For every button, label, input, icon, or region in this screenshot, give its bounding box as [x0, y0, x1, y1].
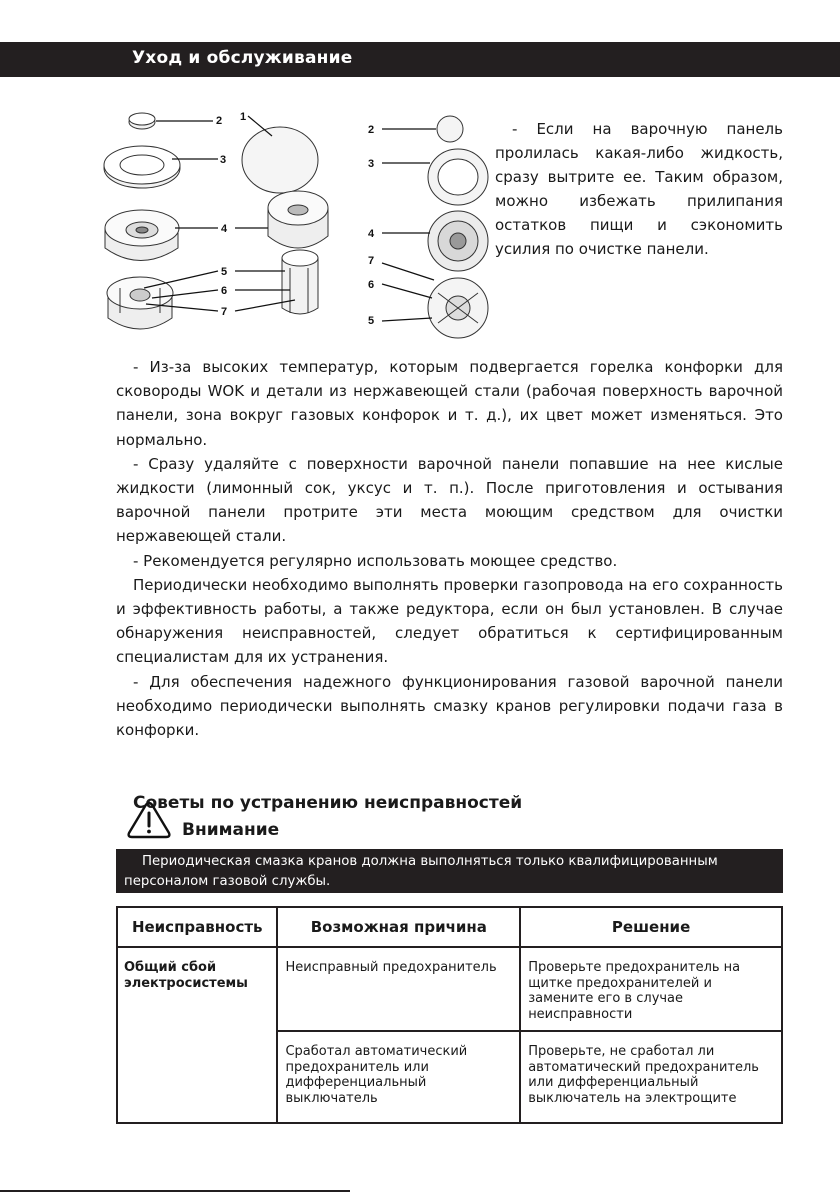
burner-exploded-illustration-right	[362, 108, 497, 340]
paragraph-acid-liquids: - Сразу удаляйте с поверхности варочной панели попавшие на нее кислые жидкости (лимонный сок, уксус и т. п.). После приготовления и остывания варочной панели протрите эти места моющим средством для очистки нержавеющей стали.	[116, 454, 783, 546]
burner-parts-figure-left	[100, 108, 340, 352]
callout-7: 7	[368, 255, 375, 267]
header-bar	[0, 42, 840, 77]
burner-exploded-illustration-left	[100, 108, 340, 348]
paragraph-gas-pipe-check: Периодически необходимо выполнять проверки газопровода на его сохранность и эффективность работы, а также редуктора, если он был установлен. В случае обнаружения неисправностей, следует обратиться к сертифицированным специалистам для их устранения.	[116, 575, 783, 667]
side-paragraph: - Если на варочную панель пролилась какая-либо жидкость, сразу вытрите ее. Таким образом, можно избежать прилипания остатков пищи и сэкономить усилия по очистке панели.	[495, 120, 783, 258]
paragraph-detergent: - Рекомендуется регулярно использовать моющее средство.	[133, 551, 618, 570]
callout-6: 6	[368, 279, 375, 291]
callout-1: 1	[240, 111, 247, 123]
warning-text: Периодическая смазка кранов должна выполняться только квалифицированным персоналом газовой службы.	[124, 854, 718, 889]
cause-cell: Сработал автоматический предохранитель или дифференциальный выключатель	[277, 1031, 520, 1123]
callout-3: 3	[368, 158, 375, 170]
troubleshooting-title: Советы по устранению неисправностей	[133, 793, 523, 813]
callout-2: 2	[368, 124, 375, 136]
header-fault: Неисправность	[117, 907, 277, 947]
solution-cell: Проверьте, не сработал ли автоматический предохранитель или дифференциальный выключатель на электрощите	[520, 1031, 782, 1123]
troubleshooting-table	[116, 906, 783, 1124]
callout-2: 2	[216, 115, 223, 127]
paragraph-wok-color: - Из-за высоких температур, которым подвергается горелка конфорки для сковороды WOK и детали из нержавеющей стали (рабочая поверхность варочной панели, зона вокруг газовых конфорок и т. д.), их цвет может изменяться. Это нормально.	[116, 358, 783, 449]
callout-5: 5	[368, 315, 375, 327]
page-title: Уход и обслуживание	[132, 48, 353, 68]
care-instructions	[116, 355, 783, 742]
warning-label: Внимание	[182, 820, 280, 840]
fault-cell: Общий сбой электросистемы	[117, 947, 277, 1123]
header-cause: Возможная причина	[277, 907, 520, 947]
table-header-row	[117, 907, 782, 947]
header-solution: Решение	[520, 907, 782, 947]
solution-cell: Проверьте предохранитель на щитке предохранителей и замените его в случае неисправности	[520, 947, 782, 1031]
warning-icon	[126, 800, 172, 844]
paragraph-valve-lubrication: - Для обеспечения надежного функционирования газовой варочной панели необходимо периодически выполнять смазку кранов регулировки подачи газа в конфорки.	[116, 672, 783, 740]
burner-parts-figure-right	[362, 108, 497, 344]
callout-4: 4	[368, 228, 375, 240]
callout-7: 7	[221, 306, 228, 318]
table-row	[117, 947, 782, 1031]
callout-6: 6	[221, 285, 228, 297]
spill-cleaning-paragraph	[495, 117, 783, 261]
callout-4: 4	[221, 223, 228, 235]
warning-box	[116, 849, 783, 893]
cause-cell: Неисправный предохранитель	[277, 947, 520, 1031]
callout-3: 3	[220, 154, 227, 166]
callout-5: 5	[221, 266, 228, 278]
